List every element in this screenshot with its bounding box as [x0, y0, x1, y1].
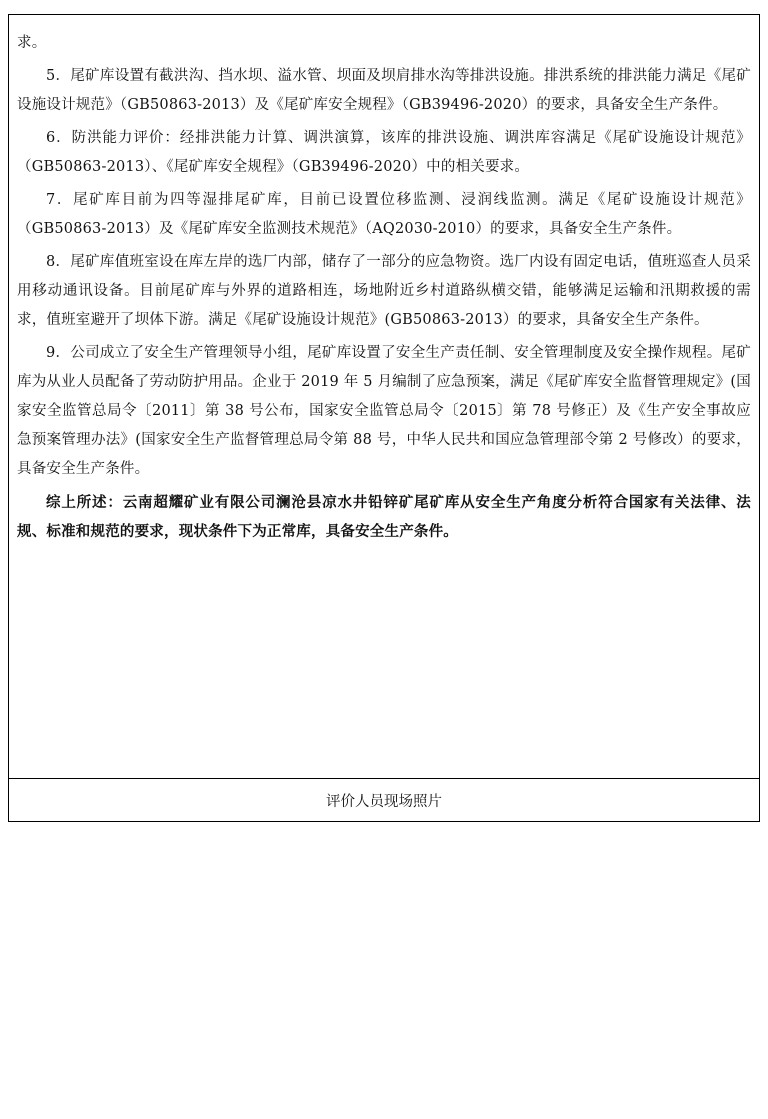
photo-section-header [9, 779, 759, 821]
paragraph-continuation: 求。 [17, 35, 47, 51]
paragraph-item-8: 8．尾矿库值班室设在库左岸的选厂内部，储存了一部分的应急物资。选厂内设有固定电话，值班巡查人员采用移动通讯设备。目前尾矿库与外界的道路相连，场地附近乡村道路纵横交错，能够满足运输和汛期救援的需求，值班室避开了坝体下游。满足《尾矿设施设计规范》(GB50863-2013）的要求，具备安全生产条件。 [17, 254, 751, 328]
evaluation-text-cell [9, 15, 759, 779]
paragraph-item-5: 5．尾矿库设置有截洪沟、挡水坝、溢水管、坝面及坝肩排水沟等排洪设施。排洪系统的排洪能力满足《尾矿设施设计规范》（GB50863-2013）及《尾矿库安全规程》（GB39496-2020）的要求，具备安全生产条件。 [17, 68, 751, 113]
paragraph-conclusion: 综上所述：云南超耀矿业有限公司澜沧县凉水井铅锌矿尾矿库从安全生产角度分析符合国家有关法律、法规、标准和规范的要求，现状条件下为正常库，具备安全生产条件。 [17, 494, 751, 540]
document-table [8, 14, 760, 822]
paragraph-item-6: 6．防洪能力评价：经排洪能力计算、调洪演算，该库的排洪设施、调洪库容满足《尾矿设施设计规范》（GB50863-2013）、《尾矿库安全规程》（GB39496-2020）中的相关要求。 [17, 130, 751, 175]
photo-section-label: 评价人员现场照片 [326, 793, 442, 810]
paragraph-item-9: 9．公司成立了安全生产管理领导小组，尾矿库设置了安全生产责任制、安全管理制度及安全操作规程。尾矿库为从业人员配备了劳动防护用品。企业于 2019 年 5 月编制了应急预案，满足《尾矿库安全监督管理规定》(国家安全监管总局令〔2011〕第 38 号公布，国家安全监管总局令〔2015〕第 78 号修正）及《生产安全事故应急预案管理办法》(国家安全生产监督管理总局令第 88 号，中华人民共和国应急管理部令第 2 号修改）的要求，具备安全生产条件。 [17, 345, 751, 477]
paragraph-item-7: 7．尾矿库目前为四等湿排尾矿库，目前已设置位移监测、浸润线监测。满足《尾矿设施设计规范》（GB50863-2013）及《尾矿库安全监测技术规范》（AQ2030-2010）的要求，具备安全生产条件。 [17, 192, 751, 237]
